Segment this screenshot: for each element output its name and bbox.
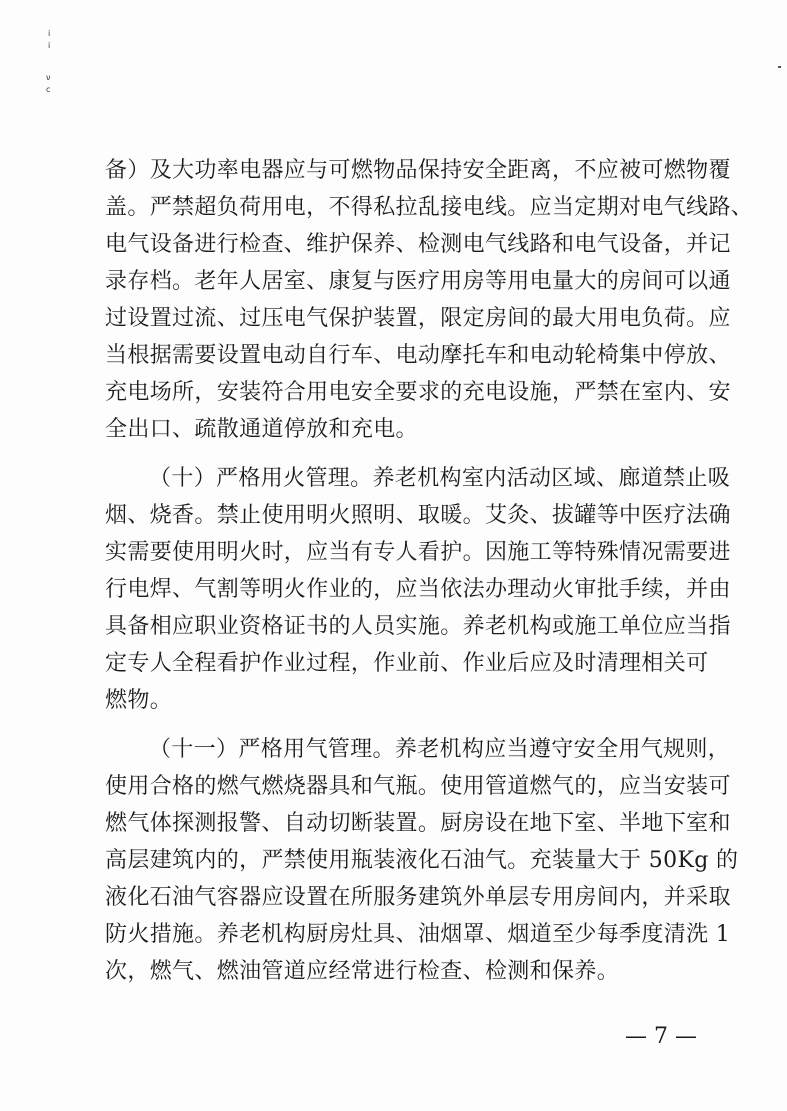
paragraph-gas-management	[105, 731, 739, 990]
scan-speck	[778, 66, 781, 68]
text-line: 过设置过流、过压电气保护装置，限定房间的最大用电负荷。应	[105, 306, 731, 331]
text-line: 高层建筑内的，严禁使用瓶装液化石油气。充装量大于 50Kg 的	[105, 848, 739, 873]
text-line: （十一）严格用气管理。养老机构应当遵守安全用气规则，	[149, 737, 731, 762]
text-line: 燃气体探测报警、自动切断装置。厨房设在地下室、半地下室和	[105, 811, 731, 836]
text-line: 备）及大功率电器应与可燃物品保持安全距离，不应被可燃物覆	[105, 158, 731, 183]
page-number: — 7 —	[625, 1024, 697, 1049]
binding-mark: ν	[46, 73, 51, 82]
text-line: 液化石油气容器应设置在所服务建筑外单层专用房间内，并采取	[105, 885, 731, 910]
text-line: 全出口、疏散通道停放和充电。	[105, 417, 418, 442]
text-line: 充电场所，安装符合用电安全要求的充电设施，严禁在室内、安	[105, 380, 731, 405]
text-line: 实需要使用明火时，应当有专人看护。因施工等特殊情况需要进	[105, 540, 731, 565]
paragraph-fire-management	[105, 460, 731, 719]
text-line: 录存档。老年人居室、康复与医疗用房等用电量大的房间可以通	[105, 269, 731, 294]
text-line: 行电焊、气割等明火作业的，应当依法办理动火审批手续，并由	[105, 577, 731, 602]
text-line: 盖。严禁超负荷用电，不得私拉乱接电线。应当定期对电气线路、	[105, 195, 754, 220]
binding-mark: ⅰ	[48, 41, 51, 50]
text-line: 燃物。	[105, 688, 173, 713]
text-line: 电气设备进行检查、维护保养、检测电气线路和电气设备，并记	[105, 232, 731, 257]
body-text	[105, 152, 754, 990]
text-line: 当根据需要设置电动自行车、电动摩托车和电动轮椅集中停放、	[105, 343, 731, 368]
binding-mark: ⅰ	[48, 29, 51, 38]
text-line: 具备相应职业资格证书的人员实施。养老机构或施工单位应当指	[105, 614, 731, 639]
text-line: 定专人全程看护作业过程，作业前、作业后应及时清理相关可	[105, 651, 709, 676]
binding-mark: ⅽ	[46, 85, 51, 94]
text-line: 防火措施。养老机构厨房灶具、油烟罩、烟道至少每季度清洗 1	[105, 922, 731, 947]
text-line: 烟、烧香。禁止使用明火照明、取暖。艾灸、拔罐等中医疗法确	[105, 503, 731, 528]
text-line: 次，燃气、燃油管道应经常进行检查、检测和保养。	[105, 959, 620, 984]
text-line: 使用合格的燃气燃烧器具和气瓶。使用管道燃气的，应当安装可	[105, 774, 731, 799]
text-line: （十）严格用火管理。养老机构室内活动区域、廊道禁止吸	[149, 466, 731, 491]
paragraph-electricity	[105, 152, 754, 448]
